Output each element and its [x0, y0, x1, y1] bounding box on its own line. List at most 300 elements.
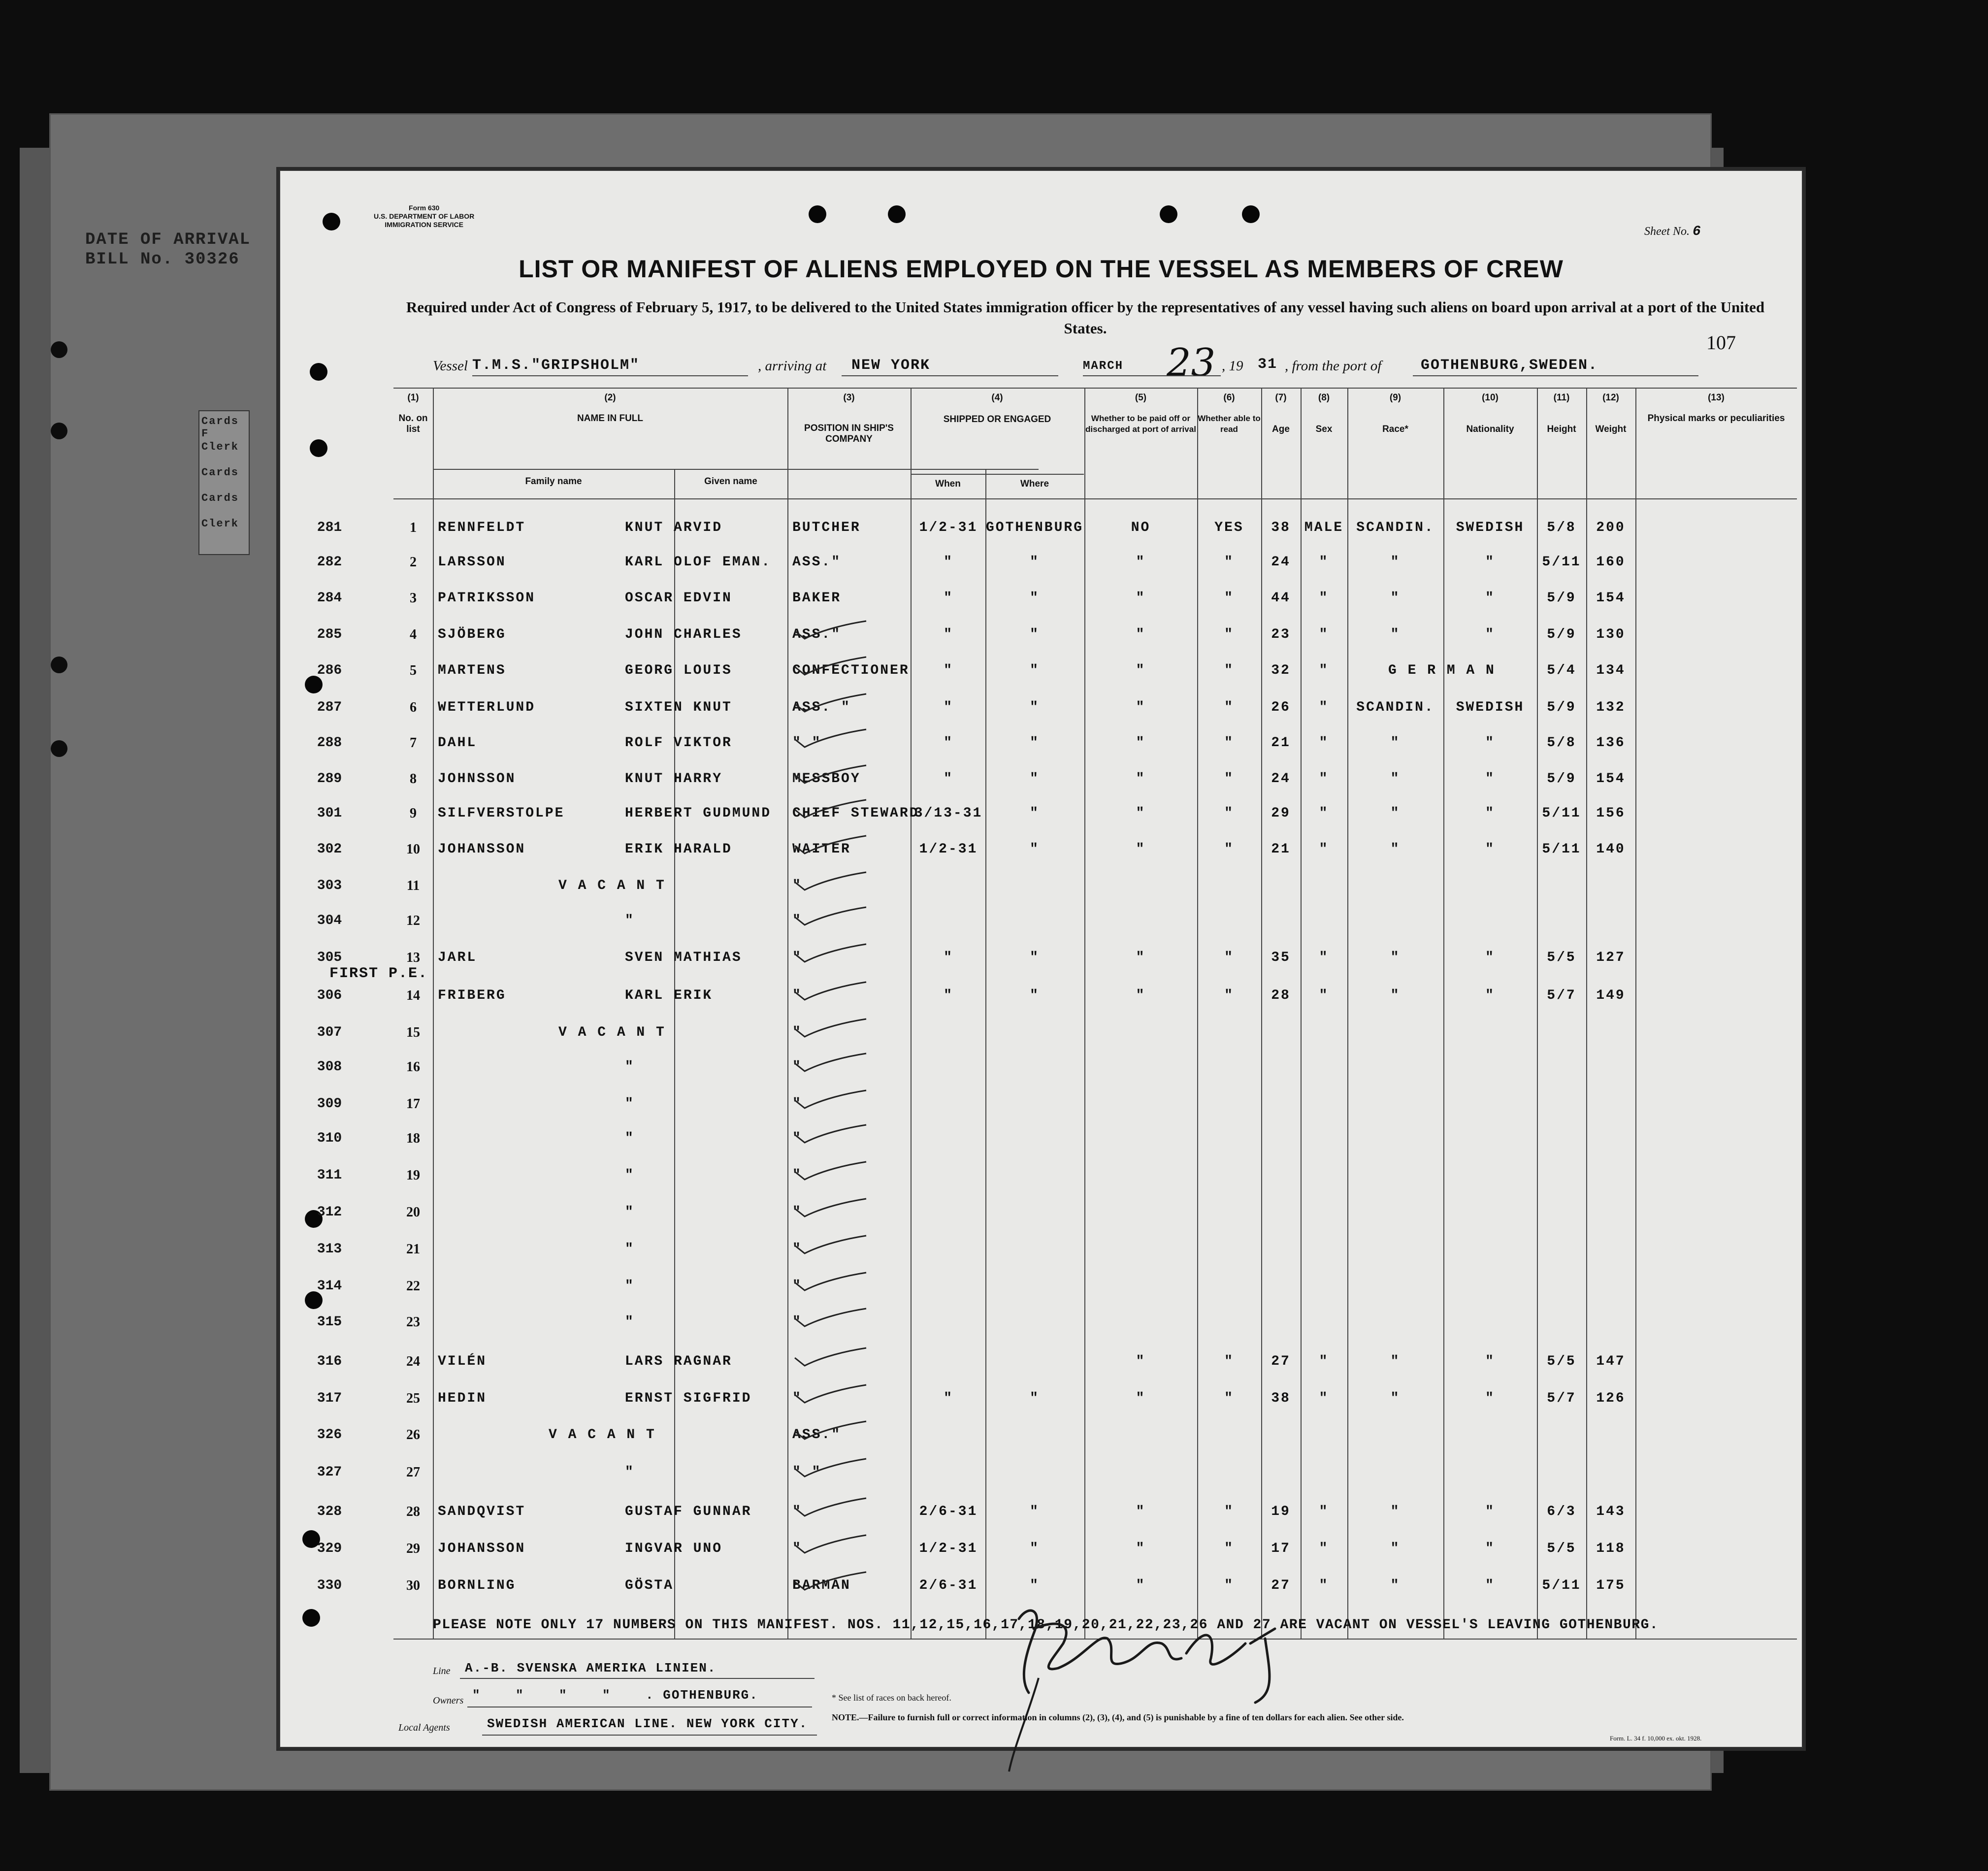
penalty-note: NOTE.—Failure to furnish full or correct information in columns (2), (3), (4), and (5) is punishable by a fine of ten dollars for each alien. See other side.	[832, 1712, 1404, 1722]
table-row	[280, 1541, 1802, 1561]
cell-when: "	[944, 555, 953, 570]
cell-paid: "	[1136, 1578, 1146, 1593]
check-mark-icon	[792, 1018, 871, 1038]
cell-read: "	[1224, 842, 1234, 857]
cell-when: "	[944, 627, 953, 642]
vacant-label: V A C A N T	[558, 1025, 666, 1040]
punch-hole-icon	[1242, 205, 1260, 223]
from-port-label: , from the port of	[1285, 358, 1382, 374]
cell-weight: 149	[1596, 988, 1626, 1003]
list-number: 22	[406, 1279, 420, 1294]
cell-when: "	[944, 988, 953, 1003]
cell-read: YES	[1214, 520, 1244, 535]
cell-height: 5/5	[1547, 1541, 1576, 1556]
cell-where: "	[1030, 735, 1040, 751]
cell-family: RENNFELDT	[438, 520, 526, 535]
list-number: 16	[406, 1059, 420, 1075]
check-mark-icon	[792, 1497, 871, 1517]
cell-nat: "	[1485, 842, 1495, 857]
cell-given: INGVAR UNO	[625, 1541, 723, 1556]
punch-hole-icon	[323, 213, 340, 230]
cell-family: LARSSON	[438, 555, 506, 570]
cell-pos: CHIEF STEWARD	[792, 806, 919, 821]
table-row	[280, 1168, 1802, 1187]
list-number: 1	[410, 520, 417, 535]
check-mark-icon	[792, 656, 871, 676]
cell-where: "	[1030, 1541, 1040, 1556]
punch-hole-icon	[302, 1609, 320, 1627]
col-position-header: (3) POSITION IN SHIP'S COMPANY	[804, 393, 894, 444]
table-row	[280, 1242, 1802, 1261]
cell-read: "	[1224, 950, 1234, 965]
list-number: 3	[410, 591, 417, 606]
col-physical-header: (13) Physical marks or peculiarities	[1647, 393, 1785, 424]
cell-where: "	[1030, 988, 1040, 1003]
cell-paid: "	[1136, 1504, 1146, 1519]
check-mark-icon	[792, 1052, 871, 1072]
cell-when: 2/6-31	[919, 1578, 978, 1593]
col-no-header: (1) No. on list	[398, 393, 428, 434]
cell-age: 35	[1271, 950, 1291, 965]
outer-number: 326	[317, 1427, 342, 1443]
cell-race: "	[1390, 1391, 1401, 1406]
table-row	[280, 1504, 1802, 1524]
cell-sex: "	[1319, 1354, 1329, 1369]
cell-nat: "	[1485, 735, 1495, 751]
outer-number: 281	[317, 520, 342, 535]
cell-where: "	[1030, 663, 1040, 678]
cell-given: "	[625, 1168, 635, 1183]
col-where-header: Where	[1020, 479, 1049, 489]
cell-family: MARTENS	[438, 663, 506, 678]
col-height-header: (11) Height	[1547, 393, 1576, 434]
cell-nat: "	[1485, 1541, 1495, 1556]
outer-number: 328	[317, 1504, 342, 1519]
col-shipped-header: (4) SHIPPED OR ENGAGED	[943, 393, 1051, 425]
cell-nat: "	[1485, 1354, 1495, 1369]
cell-given: KNUT HARRY	[625, 771, 723, 787]
form-header	[374, 204, 474, 229]
cell-pos: "	[792, 1059, 802, 1075]
table-row	[280, 627, 1802, 647]
check-mark-icon	[792, 1571, 871, 1591]
cell-nat: "	[1485, 1391, 1495, 1406]
binder-hole-icon	[51, 740, 67, 757]
cell-sex: "	[1319, 988, 1329, 1003]
cell-height: 5/9	[1547, 771, 1576, 787]
races-footnote: * See list of races on back hereof.	[832, 1693, 951, 1703]
cell-read: "	[1224, 591, 1234, 606]
owners-name: " " " " . GOTHENBURG.	[472, 1688, 758, 1703]
cell-race: "	[1390, 1504, 1401, 1519]
cell-weight: 147	[1596, 1354, 1626, 1369]
cell-race: "	[1390, 735, 1401, 751]
form-number: Form 630	[409, 204, 440, 212]
cell-race: "	[1390, 806, 1401, 821]
check-mark-icon	[792, 764, 871, 784]
cell-pos: "	[792, 988, 802, 1003]
cell-race: "	[1390, 555, 1401, 570]
cell-given: KARL OLOF EMAN.	[625, 555, 772, 570]
cell-pos: "	[792, 1131, 802, 1146]
cell-given: "	[625, 1279, 635, 1294]
cell-given: "	[625, 1314, 635, 1330]
cell-sex: "	[1319, 950, 1329, 965]
cell-weight: 156	[1596, 806, 1626, 821]
outer-number: 289	[317, 771, 342, 787]
list-number: 26	[406, 1427, 420, 1443]
page-number: 107	[1706, 331, 1736, 354]
outer-number: 310	[317, 1131, 342, 1146]
service-name: IMMIGRATION SERVICE	[385, 221, 463, 229]
sheet-number: 6	[1692, 224, 1702, 239]
list-number: 25	[406, 1391, 420, 1406]
table-row	[280, 1391, 1802, 1411]
col-sex-header: (8) Sex	[1315, 393, 1333, 434]
arrival-year: 31	[1258, 356, 1278, 373]
list-number: 9	[410, 806, 417, 821]
col-nationality-header: (10) Nationality	[1466, 393, 1514, 434]
table-row	[280, 806, 1802, 825]
cell-pos: "	[792, 878, 802, 893]
cell-given: ERNST SIGFRID	[625, 1391, 752, 1406]
cell-where: "	[1030, 1504, 1040, 1519]
cell-given: ERIK HARALD	[625, 842, 732, 857]
outer-number: 303	[317, 878, 342, 893]
cell-paid: "	[1136, 1541, 1146, 1556]
cell-race: "	[1390, 950, 1401, 965]
check-mark-icon	[792, 943, 871, 963]
cell-pos: ASS."	[792, 627, 842, 642]
cell-race: "	[1390, 591, 1401, 606]
cell-height: 5/4	[1547, 663, 1576, 678]
cell-pos: "	[792, 1314, 802, 1330]
cell-read: "	[1224, 700, 1234, 715]
outer-number: 317	[317, 1391, 342, 1406]
cell-family: SANDQVIST	[438, 1504, 526, 1519]
cell-nat: "	[1485, 806, 1495, 821]
table-row	[280, 663, 1802, 683]
vacant-label: V A C A N T	[549, 1427, 656, 1443]
punch-hole-icon	[310, 363, 327, 381]
cell-where: "	[1030, 842, 1040, 857]
cell-sex: "	[1319, 591, 1329, 606]
outer-number: 309	[317, 1096, 342, 1112]
check-mark-icon	[792, 1420, 871, 1440]
date-of-arrival-label: DATE OF ARRIVAL	[85, 230, 251, 249]
cell-sex: "	[1319, 771, 1329, 787]
cell-height: 5/9	[1547, 700, 1576, 715]
col-family-header: Family name	[525, 476, 582, 487]
cell-pos: CONFECTIONER	[792, 663, 910, 678]
cell-age: 32	[1271, 663, 1291, 678]
department-name: U.S. DEPARTMENT OF LABOR	[374, 212, 475, 220]
sheet-number-label: Sheet No. 6	[1644, 224, 1702, 239]
cell-nat: "	[1485, 988, 1495, 1003]
cell-sex: "	[1319, 1504, 1329, 1519]
list-number: 28	[406, 1504, 420, 1519]
cell-paid: "	[1136, 663, 1146, 678]
cell-pos: " "	[792, 735, 822, 751]
outer-number: 329	[317, 1541, 342, 1556]
cell-paid: "	[1136, 555, 1146, 570]
cell-read: "	[1224, 1354, 1234, 1369]
cell-height: 5/9	[1547, 591, 1576, 606]
outer-number: 285	[317, 627, 342, 642]
cell-sex: "	[1319, 735, 1329, 751]
cell-age: 24	[1271, 771, 1291, 787]
arrival-day: 23	[1167, 341, 1216, 385]
cell-given: KNUT ARVID	[625, 520, 723, 535]
check-mark-icon	[792, 1347, 871, 1367]
cell-family: JOHNSSON	[438, 771, 516, 787]
cell-family: DAHL	[438, 735, 477, 751]
check-mark-icon	[792, 728, 871, 748]
cell-nat: "	[1485, 1578, 1495, 1593]
cell-given: SIXTEN KNUT	[625, 700, 732, 715]
table-row	[280, 1025, 1802, 1045]
cell-sex: "	[1319, 700, 1329, 715]
outer-number: 312	[317, 1205, 342, 1220]
cell-height: 5/9	[1547, 627, 1576, 642]
cell-race: "	[1390, 842, 1401, 857]
vacant-label: V A C A N T	[558, 878, 666, 893]
col-paid-header: (5) Whether to be paid off or discharged at port of arrival	[1085, 393, 1196, 434]
table-row	[280, 1131, 1802, 1150]
punch-hole-icon	[310, 439, 327, 457]
agents-name: SWEDISH AMERICAN LINE. NEW YORK CITY.	[487, 1716, 808, 1731]
binder-hole-icon	[51, 341, 67, 358]
cell-pos: "	[792, 913, 802, 928]
cell-sex: "	[1319, 627, 1329, 642]
cell-paid: "	[1136, 1391, 1146, 1406]
cell-pos: BUTCHER	[792, 520, 861, 535]
cell-family: JOHANSSON	[438, 842, 526, 857]
departure-port: GOTHENBURG,SWEDEN.	[1421, 357, 1598, 374]
cell-weight: 143	[1596, 1504, 1626, 1519]
cell-age: 17	[1271, 1541, 1291, 1556]
cell-weight: 132	[1596, 700, 1626, 715]
cell-race: "	[1390, 988, 1401, 1003]
cell-weight: 154	[1596, 591, 1626, 606]
cell-weight: 127	[1596, 950, 1626, 965]
cell-read: "	[1224, 806, 1234, 821]
list-number: 20	[406, 1205, 420, 1220]
cell-read: "	[1224, 1504, 1234, 1519]
owners-label: Owners	[433, 1695, 464, 1706]
check-mark-icon	[792, 1235, 871, 1254]
cell-given: "	[625, 1465, 635, 1480]
list-number: 12	[406, 913, 420, 928]
table-row	[280, 878, 1802, 898]
cell-paid: "	[1136, 988, 1146, 1003]
list-number: 2	[410, 555, 417, 570]
col-when-header: When	[935, 479, 961, 489]
vessel-label: Vessel	[433, 358, 468, 374]
print-line: Form. L. 34 f. 10,000 ex. okt. 1928.	[1610, 1735, 1702, 1742]
outer-number: 305	[317, 950, 342, 965]
cell-nat: "	[1485, 1504, 1495, 1519]
list-number: 30	[406, 1578, 420, 1593]
check-mark-icon	[792, 906, 871, 926]
check-mark-icon	[792, 981, 871, 1001]
cell-given: "	[625, 913, 635, 928]
outer-number: 301	[317, 806, 342, 821]
list-number: 6	[410, 700, 417, 715]
list-number: 19	[406, 1168, 420, 1183]
table-row	[280, 1096, 1802, 1116]
outer-number: 282	[317, 555, 342, 570]
manifest-sheet	[279, 170, 1803, 1748]
cell-family: WETTERLUND	[438, 700, 536, 715]
binder-hole-icon	[51, 656, 67, 673]
list-number: 18	[406, 1131, 420, 1146]
cell-height: 5/11	[1542, 555, 1581, 570]
outer-number: 286	[317, 663, 342, 678]
cell-given: ROLF VIKTOR	[625, 735, 732, 751]
check-mark-icon	[792, 1089, 871, 1109]
list-number: 21	[406, 1242, 420, 1257]
cell-paid: "	[1136, 842, 1146, 857]
cell-height: 5/11	[1542, 1578, 1581, 1593]
list-number: 23	[406, 1314, 420, 1330]
cell-given: "	[625, 1059, 635, 1075]
cell-where: "	[1030, 627, 1040, 642]
table-row	[280, 1427, 1802, 1447]
cell-when: 1/2-31	[919, 842, 978, 857]
cell-nat: "	[1485, 627, 1495, 642]
table-row	[280, 950, 1802, 970]
cell-weight: 118	[1596, 1541, 1626, 1556]
check-mark-icon	[792, 799, 871, 819]
table-row	[280, 1465, 1802, 1484]
list-number: 27	[406, 1465, 420, 1480]
vessel-name: T.M.S."GRIPSHOLM"	[472, 357, 640, 374]
cell-nat: "	[1485, 555, 1495, 570]
cell-height: 5/11	[1542, 842, 1581, 857]
cell-family: VILÉN	[438, 1354, 487, 1369]
cell-when: "	[944, 663, 953, 678]
cell-nat: SWEDISH	[1456, 700, 1525, 715]
list-number: 17	[406, 1096, 420, 1112]
punch-hole-icon	[1160, 205, 1177, 223]
cell-height: 5/5	[1547, 1354, 1576, 1369]
cell-weight: 175	[1596, 1578, 1626, 1593]
cell-height: 5/7	[1547, 1391, 1576, 1406]
cell-height: 6/3	[1547, 1504, 1576, 1519]
cell-pos: "	[792, 1205, 802, 1220]
cell-pos: ASS."	[792, 555, 842, 570]
outer-number: 307	[317, 1025, 342, 1040]
cell-family: SJÖBERG	[438, 627, 506, 642]
cell-family: SILFVERSTOLPE	[438, 806, 565, 821]
agents-label: Local Agents	[398, 1722, 450, 1733]
cell-sex: "	[1319, 1391, 1329, 1406]
cell-pos: BAKER	[792, 591, 842, 606]
cell-race: "	[1390, 771, 1401, 787]
check-mark-icon	[792, 835, 871, 854]
cell-paid: "	[1136, 591, 1146, 606]
check-mark-icon	[792, 1384, 871, 1404]
check-mark-icon	[792, 1308, 871, 1327]
year-label: , 19	[1222, 358, 1243, 374]
cell-when: "	[944, 771, 953, 787]
col-name-header: (2) NAME IN FULL	[577, 393, 644, 424]
cell-given: SVEN MATHIAS	[625, 950, 742, 965]
bill-number: BILL No. 30326	[85, 250, 240, 269]
cell-given: GÖSTA	[625, 1578, 674, 1593]
cell-pos: " "	[792, 1465, 822, 1480]
list-number: 4	[410, 627, 417, 642]
cell-weight: 154	[1596, 771, 1626, 787]
table-row	[280, 988, 1802, 1008]
check-mark-icon	[792, 1534, 871, 1554]
cell-paid: "	[1136, 950, 1146, 965]
cell-age: 44	[1271, 591, 1291, 606]
cell-age: 38	[1271, 1391, 1291, 1406]
outer-number: 284	[317, 591, 342, 606]
cell-family: PATRIKSSON	[438, 591, 536, 606]
list-number: 24	[406, 1354, 420, 1369]
cell-paid: NO	[1131, 520, 1151, 535]
arrival-port: NEW YORK	[851, 357, 931, 374]
cell-pos: "	[792, 1391, 802, 1406]
cell-where: "	[1030, 1578, 1040, 1593]
cell-height: 5/7	[1547, 988, 1576, 1003]
cell-weight: 140	[1596, 842, 1626, 857]
cell-when: "	[944, 700, 953, 715]
cell-weight: 130	[1596, 627, 1626, 642]
cell-age: 19	[1271, 1504, 1291, 1519]
line-name: A.-B. SVENSKA AMERIKA LINIEN.	[465, 1661, 717, 1675]
cell-sex: MALE	[1304, 520, 1344, 535]
table-row	[280, 1059, 1802, 1079]
outer-number: 327	[317, 1465, 342, 1480]
cell-pos: "	[792, 1279, 802, 1294]
table-row	[280, 520, 1802, 540]
cell-read: "	[1224, 735, 1234, 751]
cell-when: "	[944, 1391, 953, 1406]
outer-number: 308	[317, 1059, 342, 1075]
cell-age: 38	[1271, 520, 1291, 535]
table-row	[280, 700, 1802, 720]
check-mark-icon	[792, 620, 871, 640]
cell-family: BORNLING	[438, 1578, 516, 1593]
page-title: LIST OR MANIFEST OF ALIENS EMPLOYED ON THE VESSEL AS MEMBERS OF CREW	[519, 255, 1564, 283]
cell-given: KARL ERIK	[625, 988, 713, 1003]
cell-when: 1/2-31	[919, 520, 978, 535]
cell-pos: ASS. "	[792, 700, 851, 715]
cell-where: "	[1030, 771, 1040, 787]
punch-hole-icon	[809, 205, 826, 223]
list-number: 14	[406, 988, 420, 1003]
check-mark-icon	[792, 693, 871, 713]
cell-where: "	[1030, 806, 1040, 821]
cell-race: "	[1390, 1578, 1401, 1593]
arrival-month: MARCH	[1083, 360, 1124, 373]
list-number: 13	[406, 950, 420, 965]
cell-when: 3/13-31	[914, 806, 983, 821]
cell-pos: BARMAN	[792, 1578, 851, 1593]
list-number: 8	[410, 771, 417, 787]
cell-read: "	[1224, 771, 1234, 787]
cell-weight: 126	[1596, 1391, 1626, 1406]
cell-given: "	[625, 1131, 635, 1146]
cell-nat: SWEDISH	[1456, 520, 1525, 535]
outer-number: 313	[317, 1242, 342, 1257]
cell-age: 29	[1271, 806, 1291, 821]
outer-number: 306	[317, 988, 342, 1003]
